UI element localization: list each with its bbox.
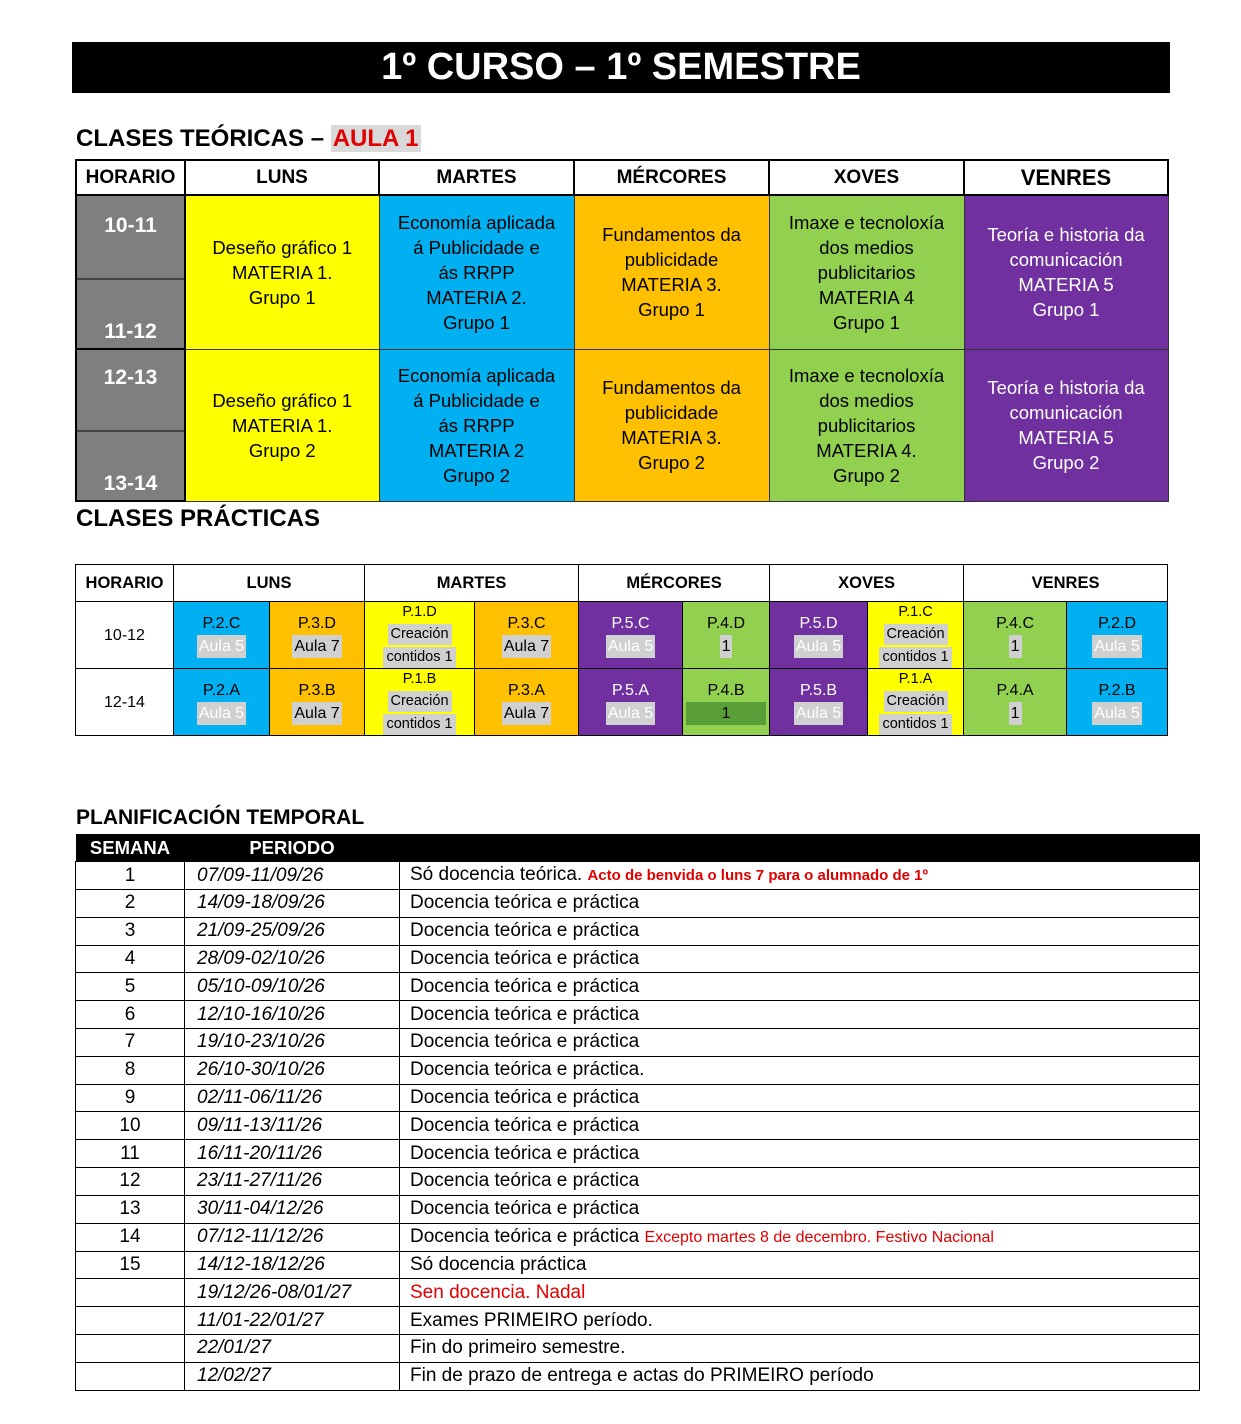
planificacion-header-row <box>76 834 1200 862</box>
hour-cell: 11-12 <box>76 279 185 349</box>
planificacion-table <box>75 834 1200 1391</box>
header-luns: LUNS <box>174 565 365 602</box>
descricion-cell <box>400 945 1200 973</box>
practicas-row <box>76 602 1168 669</box>
table-row <box>76 1279 1200 1307</box>
practica-cell <box>579 602 683 669</box>
cell-line: dos medios <box>819 389 914 411</box>
teoricas-row <box>76 349 1168 431</box>
cell-line: MATERIA 2 <box>428 439 525 461</box>
descricion-text: Docencia teórica e práctica <box>410 1170 640 1192</box>
descricion-text: Docencia teórica e práctica <box>410 1031 640 1053</box>
header-horario: HORARIO <box>76 160 185 195</box>
cell-line: á Publicidade e <box>413 236 540 258</box>
descricion-text: Só docencia práctica <box>410 1253 587 1275</box>
group-code: P.5.D <box>799 615 838 632</box>
cell-line: Teoría e historia da <box>987 377 1145 398</box>
cell-line: comunicación <box>1009 249 1123 271</box>
group-code: P.1.C <box>898 604 933 620</box>
header-mercores: MÉRCORES <box>579 565 770 602</box>
header-mercores: MÉRCORES <box>574 160 769 195</box>
descricion-cell <box>400 1251 1200 1279</box>
semana-cell: 12 <box>76 1167 185 1195</box>
group-code: P.2.A <box>202 682 241 699</box>
teoricas-header-row <box>76 160 1168 195</box>
semana-cell: 11 <box>76 1140 185 1168</box>
table-row <box>76 1140 1200 1168</box>
periodo-cell: 30/11-04/12/26 <box>185 1195 400 1223</box>
cell-line: Grupo 2 <box>248 439 316 461</box>
class-cell-luns <box>185 349 379 501</box>
periodo-cell: 28/09-02/10/26 <box>185 945 400 973</box>
table-row <box>76 1307 1200 1335</box>
hour-cell: 10-11 <box>76 195 185 279</box>
cell-line: MATERIA 3. <box>621 274 722 296</box>
semana-cell: 13 <box>76 1195 185 1223</box>
descricion-text: Docencia teórica e práctica. <box>410 1059 645 1081</box>
cell-line: publicitarios <box>817 261 916 283</box>
room-label: Aula 7 <box>502 702 551 725</box>
header-semana: SEMANA <box>76 834 185 862</box>
table-row <box>76 890 1200 918</box>
room-label: 1 <box>720 635 733 658</box>
group-code: P.3.D <box>298 615 336 632</box>
header-luns: LUNS <box>185 160 379 195</box>
header-martes: MARTES <box>379 160 574 195</box>
table-row <box>76 1056 1200 1084</box>
cell-line: Grupo 1 <box>443 311 510 333</box>
room-label: Aula 5 <box>1092 702 1141 725</box>
room-label: Aula 5 <box>794 635 843 658</box>
group-code: P.4.B <box>707 682 745 699</box>
room-label: Aula 7 <box>292 635 341 658</box>
descricion-cell <box>400 1195 1200 1223</box>
periodo-cell: 22/01/27 <box>185 1334 400 1362</box>
room-label: contidos 1 <box>879 647 951 668</box>
group-code: P.5.C <box>611 615 650 632</box>
cell-line: Grupo 2 <box>638 452 705 473</box>
header-venres: VENRES <box>964 565 1168 602</box>
table-row <box>76 1251 1200 1279</box>
descricion-text: Docencia teórica e práctica <box>410 1086 640 1108</box>
hour-cell: 12-13 <box>76 349 185 431</box>
cell-line: Grupo 2 <box>443 464 510 486</box>
room-label: contidos 1 <box>879 714 951 735</box>
hour-cell: 10-12 <box>76 602 174 669</box>
practica-cell <box>365 602 475 669</box>
cell-line: Teoría e historia da <box>987 224 1145 246</box>
descricion-cell <box>400 917 1200 945</box>
practica-cell <box>475 602 579 669</box>
group-code: P.3.A <box>507 682 546 699</box>
class-cell-xoves <box>769 349 964 501</box>
header-periodo: PERIODO <box>185 834 400 862</box>
room-label: 1 <box>1009 635 1022 658</box>
descricion-cell <box>400 1167 1200 1195</box>
periodo-cell: 19/10-23/10/26 <box>185 1028 400 1056</box>
descricion-text: Exames PRIMEIRO período. <box>410 1309 653 1331</box>
semana-cell <box>76 1279 185 1307</box>
table-row <box>76 1001 1200 1029</box>
class-cell-martes <box>379 195 574 349</box>
table-row <box>76 1028 1200 1056</box>
cell-line: MATERIA 4 <box>818 286 915 308</box>
practicas-heading: CLASES PRÁCTICAS <box>76 505 321 532</box>
class-cell-mercores <box>574 349 769 501</box>
room-label: Aula 5 <box>197 635 246 658</box>
cell-line: MATERIA 5 <box>1018 274 1114 296</box>
descricion-cell <box>400 1001 1200 1029</box>
table-row <box>76 1084 1200 1112</box>
periodo-cell: 07/12-11/12/26 <box>185 1223 400 1251</box>
room-label: Aula 5 <box>1092 635 1141 658</box>
descricion-cell <box>400 1112 1200 1140</box>
cell-line: publicidade <box>624 249 719 271</box>
group-code: P.2.B <box>1098 682 1136 699</box>
teoricas-heading <box>76 125 421 153</box>
cell-line: Imaxe e tecnoloxía <box>788 364 945 386</box>
practica-cell <box>174 602 270 669</box>
periodo-cell: 14/12-18/12/26 <box>185 1251 400 1279</box>
note-text: Acto de benvida o luns 7 para o alumnado de 1º <box>587 867 928 884</box>
cell-line: Grupo 1 <box>638 299 705 321</box>
semana-cell: 2 <box>76 890 185 918</box>
group-code: P.2.C <box>202 615 241 632</box>
periodo-cell: 14/09-18/09/26 <box>185 890 400 918</box>
table-row <box>76 945 1200 973</box>
hour-cell: 13-14 <box>76 431 185 501</box>
periodo-cell: 21/09-25/09/26 <box>185 917 400 945</box>
table-row <box>76 1195 1200 1223</box>
cell-line: MATERIA 1. <box>232 261 333 283</box>
note-text: Excepto martes 8 de decembro. Festivo Nacional <box>644 1228 994 1246</box>
descricion-cell <box>400 862 1200 890</box>
group-code: P.3.C <box>507 615 546 632</box>
class-cell-venres <box>964 349 1168 501</box>
descricion-cell <box>400 1140 1200 1168</box>
table-row <box>76 1334 1200 1362</box>
descricion-text: Docencia teórica e práctica <box>410 1225 640 1247</box>
semana-cell: 5 <box>76 973 185 1001</box>
descricion-text: Docencia teórica e práctica <box>410 1142 640 1164</box>
class-cell-xoves <box>769 195 964 349</box>
descricion-text: Docencia teórica e práctica <box>410 920 640 942</box>
descricion-text: Docencia teórica e práctica <box>410 1003 640 1025</box>
room-label: Aula 5 <box>197 702 246 725</box>
practica-cell <box>770 602 868 669</box>
periodo-cell: 02/11-06/11/26 <box>185 1084 400 1112</box>
header-xoves: XOVES <box>770 565 964 602</box>
group-code: P.4.A <box>996 682 1034 699</box>
teoricas-row <box>76 195 1168 279</box>
cell-line: MATERIA 2. <box>426 286 527 308</box>
teoricas-heading-text: CLASES TEÓRICAS – <box>76 125 325 152</box>
room-label: contidos 1 <box>383 714 455 735</box>
cell-line: Fundamentos da <box>602 224 741 246</box>
class-cell-venres <box>964 195 1168 349</box>
descricion-text: Docencia teórica e práctica <box>410 1114 640 1136</box>
group-code: P.1.A <box>898 671 933 687</box>
descricion-text: Docencia teórica e práctica <box>410 892 640 914</box>
semana-cell: 6 <box>76 1001 185 1029</box>
descricion-cell <box>400 890 1200 918</box>
class-cell-mercores <box>574 195 769 349</box>
hour-cell: 12-14 <box>76 669 174 736</box>
periodo-cell: 09/11-13/11/26 <box>185 1112 400 1140</box>
table-row <box>76 1362 1200 1390</box>
cell-line: Grupo 1 <box>248 286 316 308</box>
practica-cell <box>475 669 579 736</box>
cell-line: dos medios <box>819 236 914 258</box>
practica-cell <box>683 602 770 669</box>
cell-line: MATERIA 1. <box>232 414 333 436</box>
cell-line: Economía aplicada <box>397 211 556 233</box>
periodo-cell: 16/11-20/11/26 <box>185 1140 400 1168</box>
class-cell-luns <box>185 195 379 349</box>
page-title: 1º CURSO – 1º SEMESTRE <box>72 42 1170 93</box>
table-row <box>76 973 1200 1001</box>
table-row <box>76 1167 1200 1195</box>
periodo-cell: 11/01-22/01/27 <box>185 1307 400 1335</box>
semana-cell <box>76 1307 185 1335</box>
practica-cell <box>270 669 365 736</box>
descricion-cell <box>400 1279 1200 1307</box>
cell-line: MATERIA 3. <box>621 427 722 448</box>
cell-line: á Publicidade e <box>413 389 540 411</box>
practica-cell <box>1067 602 1168 669</box>
periodo-cell: 26/10-30/10/26 <box>185 1056 400 1084</box>
table-row <box>76 1223 1200 1251</box>
periodo-cell: 05/10-09/10/26 <box>185 973 400 1001</box>
header-martes: MARTES <box>365 565 579 602</box>
semana-cell: 15 <box>76 1251 185 1279</box>
descricion-cell <box>400 1362 1200 1390</box>
room-label: Aula 7 <box>502 635 551 658</box>
descricion-cell <box>400 1084 1200 1112</box>
cell-line: Grupo 2 <box>1032 452 1100 473</box>
aula-label: AULA 1 <box>332 125 419 152</box>
room-label: Creación <box>884 691 948 712</box>
practica-cell <box>964 669 1067 736</box>
semana-cell <box>76 1362 185 1390</box>
periodo-cell: 12/02/27 <box>185 1362 400 1390</box>
header-descricion <box>400 834 1200 862</box>
cell-line: ás RRPP <box>438 414 515 436</box>
semana-cell: 9 <box>76 1084 185 1112</box>
cell-line: comunicación <box>1009 402 1123 423</box>
practica-cell <box>579 669 683 736</box>
descricion-text: Fin de prazo de entrega e actas do PRIMEIRO período <box>410 1365 874 1387</box>
group-code: P.5.A <box>611 682 650 699</box>
descricion-cell <box>400 1307 1200 1335</box>
room-label: Aula 5 <box>794 702 843 725</box>
cell-line: Economía aplicada <box>397 364 556 386</box>
descricion-cell <box>400 973 1200 1001</box>
room-label: Creación <box>388 691 452 712</box>
practicas-header-row <box>76 565 1168 602</box>
practica-cell <box>964 602 1067 669</box>
descricion-text: Só docencia teórica. <box>410 864 583 885</box>
practica-cell <box>770 669 868 736</box>
practica-cell <box>270 602 365 669</box>
cell-line: Grupo 1 <box>1032 299 1100 321</box>
practica-cell <box>1067 669 1168 736</box>
cell-line: Fundamentos da <box>602 377 741 398</box>
descricion-text: Docencia teórica e práctica <box>410 1198 640 1220</box>
practica-cell <box>868 669 964 736</box>
table-row <box>76 917 1200 945</box>
descricion-cell <box>400 1028 1200 1056</box>
semana-cell: 3 <box>76 917 185 945</box>
practicas-table <box>75 564 1168 736</box>
semana-cell <box>76 1334 185 1362</box>
descricion-text: Docencia teórica e práctica <box>410 975 640 997</box>
teoricas-table <box>75 159 1169 502</box>
semana-cell: 4 <box>76 945 185 973</box>
practica-cell <box>174 669 270 736</box>
descricion-cell <box>400 1334 1200 1362</box>
cell-line: Deseño gráfico 1 <box>212 389 353 411</box>
cell-line: Grupo 1 <box>833 311 900 333</box>
class-cell-martes <box>379 349 574 501</box>
semana-cell: 1 <box>76 862 185 890</box>
group-code: P.5.B <box>799 682 838 699</box>
cell-line: Grupo 2 <box>833 464 900 486</box>
header-xoves: XOVES <box>769 160 964 195</box>
room-label: Creación <box>884 624 948 645</box>
practica-cell <box>868 602 964 669</box>
room-label: Aula 5 <box>606 702 655 725</box>
periodo-cell: 23/11-27/11/26 <box>185 1167 400 1195</box>
descricion-text: Docencia teórica e práctica <box>410 947 640 969</box>
periodo-cell: 19/12/26-08/01/27 <box>185 1279 400 1307</box>
group-code: P.2.D <box>1098 615 1137 632</box>
table-row <box>76 862 1200 890</box>
room-label: 1 <box>1009 702 1022 725</box>
group-code: P.1.D <box>402 604 437 620</box>
periodo-cell: 07/09-11/09/26 <box>185 862 400 890</box>
semana-cell: 10 <box>76 1112 185 1140</box>
semana-cell: 8 <box>76 1056 185 1084</box>
cell-line: publicidade <box>624 402 719 423</box>
descricion-cell <box>400 1223 1200 1251</box>
table-row <box>76 1112 1200 1140</box>
semana-cell: 14 <box>76 1223 185 1251</box>
header-venres: VENRES <box>964 160 1168 195</box>
practicas-row <box>76 669 1168 736</box>
group-code: P.4.C <box>996 615 1035 632</box>
group-code: P.4.D <box>707 615 745 632</box>
cell-line: Imaxe e tecnoloxía <box>788 211 945 233</box>
header-horario: HORARIO <box>76 565 174 602</box>
room-label: contidos 1 <box>383 647 455 668</box>
planificacion-heading: PLANIFICACIÓN TEMPORAL <box>76 806 365 829</box>
group-code: P.1.B <box>402 671 437 687</box>
room-label: Aula 7 <box>292 702 341 725</box>
practica-cell <box>365 669 475 736</box>
cell-line: MATERIA 5 <box>1018 427 1114 448</box>
room-label: Creación <box>388 624 452 645</box>
practica-cell <box>683 669 770 736</box>
room-label: Aula 5 <box>606 635 655 658</box>
descricion-text: Fin do primeiro semestre. <box>410 1337 626 1359</box>
cell-line: ás RRPP <box>438 261 515 283</box>
cell-line: Deseño gráfico 1 <box>212 236 353 258</box>
cell-line: publicitarios <box>817 414 916 436</box>
cell-line: MATERIA 4. <box>816 439 917 461</box>
room-label: 1 <box>686 702 766 725</box>
periodo-cell: 12/10-16/10/26 <box>185 1001 400 1029</box>
semana-cell: 7 <box>76 1028 185 1056</box>
descricion-cell <box>400 1056 1200 1084</box>
group-code: P.3.B <box>298 682 336 699</box>
descricion-text: Sen docencia. Nadal <box>410 1281 586 1303</box>
